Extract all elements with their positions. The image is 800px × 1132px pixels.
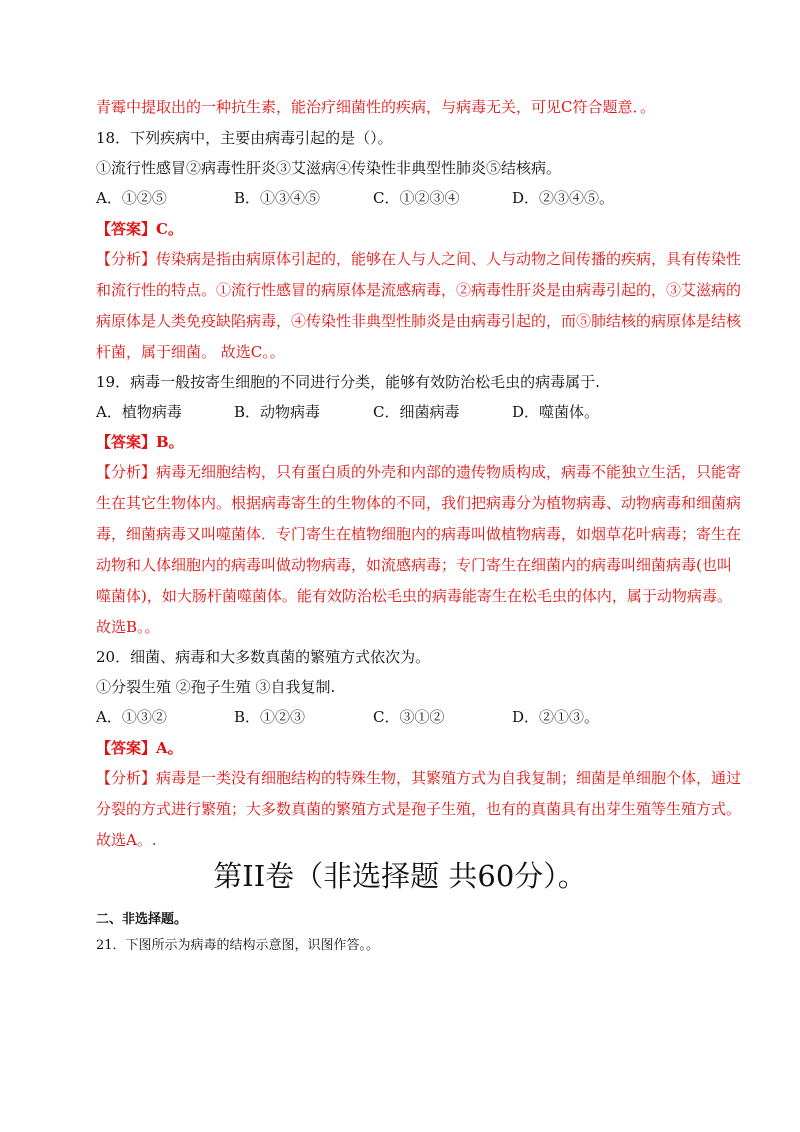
q19-analysis-line: 动物和人体细胞内的病毒叫做动物病毒，如流感病毒；专门寄生在细菌内的病毒叫细菌病毒(也叫 <box>96 556 732 574</box>
q18-items: ①流行性感冒②病毒性肝炎③艾滋病④传染性非典型性肺炎⑤结核病。 <box>96 159 562 177</box>
q18-analysis-line: 和流行性的特点。①流行性感冒的病原体是流感病毒，②病毒性肝炎是由病毒引起的，③艾滋病的 <box>96 281 742 299</box>
q20-items: ①分裂生殖 ②孢子生殖 ③自我复制. <box>96 678 336 696</box>
q21-stem: 21．下图所示为病毒的结构示意图，识图作答。。 <box>96 938 380 953</box>
q20-answer: 【答案】A。 <box>96 739 183 757</box>
q20-option-b: B．①②③ <box>234 708 306 726</box>
q19-analysis-line: 故选B。。 <box>96 618 160 636</box>
part-heading: 二、非选择题。 <box>96 912 188 927</box>
section-title: 第II卷（非选择题 共60分）。 <box>213 859 587 893</box>
q18-option-b: B．①③④⑤ <box>234 189 321 207</box>
q18-option-c: C．①②③④ <box>373 189 460 207</box>
q18-option-d: D．②③④⑤。 <box>512 189 615 207</box>
q19-analysis-line: 【分析】病毒无细胞结构，只有蛋白质的外壳和内部的遗传物质构成，病毒不能独立生活，只能寄 <box>96 463 742 481</box>
q19-option-c: C．细菌病毒 <box>373 403 460 421</box>
q18-analysis-line: 【分析】传染病是指由病原体引起的，能够在人与人之间、人与动物之间传播的疾病，具有传染性 <box>96 250 742 268</box>
q19-answer: 【答案】B。 <box>96 433 184 451</box>
q20-option-a: A．①③② <box>96 708 167 726</box>
q20-analysis-line: 故选A。. <box>96 831 157 849</box>
intro-line: 青霉中提取出的一种抗生素，能治疗细菌性的疾病，与病毒无关，可见C符合题意．。 <box>96 98 655 116</box>
q19-analysis-line: 噬菌体)，如大肠杆菌噬菌体。能有效防治松毛虫的病毒能寄生在松毛虫的体内，属于动物病毒。 <box>96 587 732 605</box>
q18-answer: 【答案】C。 <box>96 220 183 238</box>
q18-stem: 18．下列疾病中，主要由病毒引起的是（）。 <box>96 129 393 147</box>
q20-stem: 20．细菌、病毒和大多数真菌的繁殖方式依次为。 <box>96 648 431 666</box>
q19-analysis-line: 生在其它生物体内。根据病毒寄生的生物体的不同，我们把病毒分为植物病毒、动物病毒和细菌病 <box>96 494 742 512</box>
q19-analysis-line: 毒，细菌病毒又叫噬菌体．专门寄生在植物细胞内的病毒叫做植物病毒，如烟草花叶病毒；寄生在 <box>96 525 742 543</box>
q18-analysis-line: 杆菌，属于细菌。 故选C。。 <box>96 343 285 361</box>
q19-option-a: A．植物病毒 <box>96 403 182 421</box>
q20-analysis-line: 分裂的方式进行繁殖；大多数真菌的繁殖方式是孢子生殖，也有的真菌具有出芽生殖等生殖方式。 <box>96 800 742 818</box>
q20-analysis-line: 【分析】病毒是一类没有细胞结构的特殊生物，其繁殖方式为自我复制；细菌是单细胞个体，通过 <box>96 769 742 787</box>
q18-analysis-line: 病原体是人类免疫缺陷病毒，④传染性非典型性肺炎是由病毒引起的，而⑤肺结核的病原体是结核 <box>96 312 742 330</box>
q19-stem: 19．病毒一般按寄生细胞的不同进行分类，能够有效防治松毛虫的病毒属于. <box>96 373 600 391</box>
q19-option-b: B．动物病毒 <box>234 403 321 421</box>
q20-option-c: C．③①② <box>373 708 445 726</box>
q18-option-a: A．①②⑤ <box>96 189 167 207</box>
q19-option-d: D．噬菌体。 <box>512 403 600 421</box>
q20-option-d: D．②①③。 <box>512 708 600 726</box>
